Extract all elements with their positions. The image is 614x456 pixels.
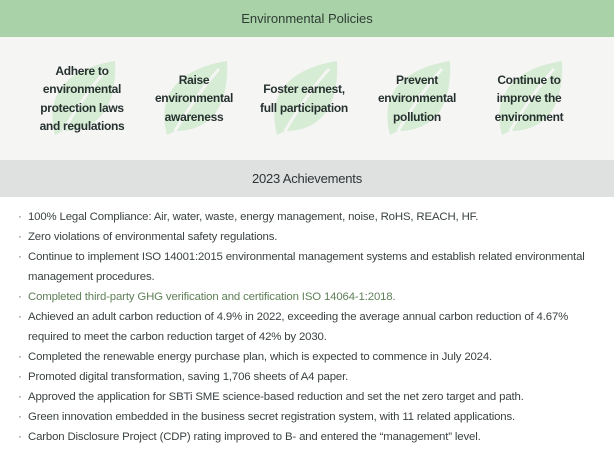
bullet-icon: ·	[18, 251, 22, 263]
policy-label: Raise environmental awareness	[154, 72, 234, 124]
bullet-icon: ·	[18, 371, 22, 383]
achievement-text: 100% Legal Compliance: Air, water, waste, energy management, noise, RoHS, REACH, HF.	[28, 211, 479, 223]
policy-item	[134, 37, 254, 160]
policy-item	[22, 37, 142, 160]
bullet-icon: ·	[18, 351, 22, 363]
achievement-text: Promoted digital transformation, saving 1,706 sheets of A4 paper.	[28, 371, 349, 383]
bullet-icon: ·	[18, 391, 22, 403]
achievement-text: Completed the renewable energy purchase plan, which is expected to commence in July 2024.	[28, 351, 493, 363]
achievement-item	[0, 287, 614, 307]
achievement-item	[0, 247, 614, 287]
bullet-icon: ·	[18, 311, 22, 323]
achievement-text: Achieved an adult carbon reduction of 4.9% in 2022, exceeding the average annual carbon reduction of 4.67% required to meet the carbon reduction target of 42% by 2030.	[28, 311, 569, 343]
achievement-item	[0, 367, 614, 387]
achievement-text: Completed third-party GHG verification and certification ISO 14064-1:2018.	[28, 291, 396, 303]
bullet-icon: ·	[18, 411, 22, 423]
achievement-item	[0, 207, 614, 227]
policy-item	[244, 37, 364, 160]
achievement-text: Carbon Disclosure Project (CDP) rating improved to B- and entered the “management” level.	[28, 431, 481, 443]
policy-item	[357, 37, 477, 160]
achievements-list	[0, 207, 614, 447]
achievement-item	[0, 427, 614, 447]
policy-label: Prevent environmental pollution	[377, 72, 457, 124]
achievement-text: Approved the application for SBTi SME science-based reduction and set the net zero target and path.	[28, 391, 524, 403]
bullet-icon: ·	[18, 231, 22, 243]
achievement-item	[0, 347, 614, 367]
policies-header	[0, 0, 614, 37]
achievement-text: Green innovation embedded in the business secret registration system, with 11 related applications.	[28, 411, 516, 423]
achievement-item	[0, 407, 614, 427]
achievement-text: Continue to implement ISO 14001:2015 environmental management systems and establish related environmental management procedures.	[28, 251, 585, 283]
policy-item	[469, 37, 589, 160]
bullet-icon: ·	[18, 211, 22, 223]
policies-row	[0, 37, 614, 160]
achievements-header	[0, 160, 614, 197]
bullet-icon: ·	[18, 431, 22, 443]
achievement-item	[0, 227, 614, 247]
achievement-item	[0, 307, 614, 347]
achievement-item	[0, 387, 614, 407]
policies-title: Environmental Policies	[241, 11, 373, 26]
achievements-title: 2023 Achievements	[251, 171, 363, 186]
policy-label: Continue to improve the environment	[494, 72, 564, 124]
achievement-text: Zero violations of environmental safety regulations.	[28, 231, 278, 243]
bullet-icon: ·	[18, 291, 22, 303]
policy-label: Foster earnest, full participation	[260, 82, 348, 115]
policy-label: Adhere to environmental protection laws and regulations	[39, 63, 125, 133]
